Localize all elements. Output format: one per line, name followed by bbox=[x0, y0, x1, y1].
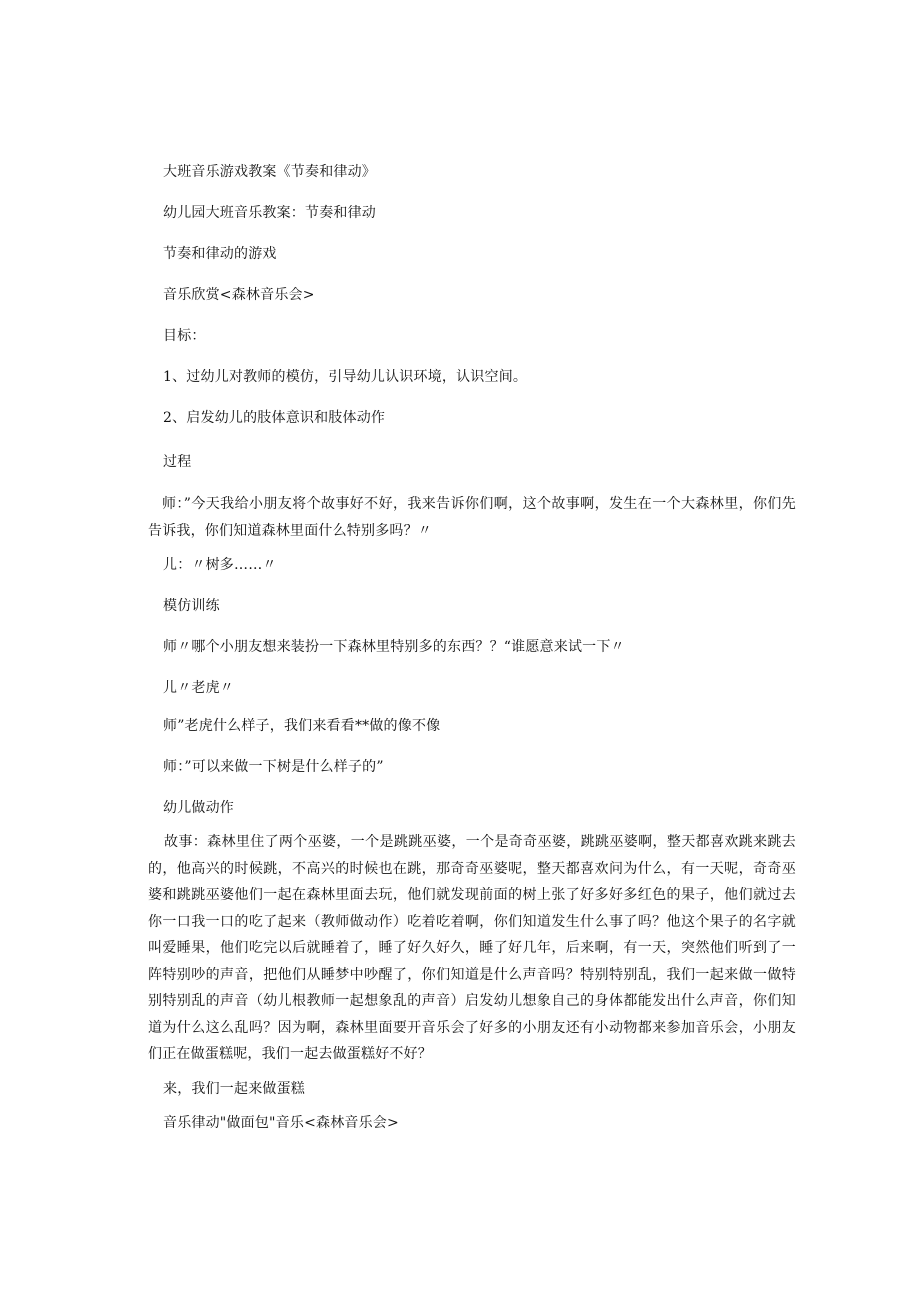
text-line: 来，我们一起来做蛋糕 bbox=[163, 1081, 305, 1097]
text-line: 音乐欣赏<森林音乐会> bbox=[163, 287, 315, 303]
text-line: 音乐律动"做面包"音乐<森林音乐会> bbox=[163, 1115, 399, 1131]
dialog-line: 儿〃老虎〃 bbox=[163, 680, 234, 696]
section-heading-goals: 目标： bbox=[163, 328, 206, 344]
dialog-line: 儿：〃树多……〃 bbox=[163, 557, 277, 573]
text-line: 节奏和律动的游戏 bbox=[163, 246, 277, 262]
story-paragraph: 故事：森林里住了两个巫婆，一个是跳跳巫婆，一个是奇奇巫婆，跳跳巫婆啊，整天都喜欢跳来跳去的，他高兴的时候跳，不高兴的时候也在跳，那奇奇巫婆呢，整天都喜欢问为什么，有一天呢，奇奇巫婆和跳跳巫婆他们一起在森林里面去玩，他们就发现前面的树上张了好多好多红色的果子，他们就过去你一口我一口的吃了起来（教师做动作）吃着吃着啊，你们知道发生什么事了吗？他这个果子的名字就叫爱睡果，他们吃完以后就睡着了，睡了好久好久，睡了好几年，后来啊，有一天，突然他们听到了一阵特别吵的声音，把他们从睡梦中吵醒了，你们知道是什么声音吗？特别特别乱，我们一起来做一做特别特别乱的声音（幼儿根教师一起想象乱的声音）启发幼儿想象自己的身体都能发出什么声音，你们知道为什么这么乱吗？因为啊，森林里面要开音乐会了好多的小朋友还有小动物都来参加音乐会，小朋友们正在做蛋糕呢，我们一起去做蛋糕好不好？ bbox=[148, 834, 796, 1062]
dialog-line: 师〃哪个小朋友想来装扮一下森林里特别多的东西？？“谁愿意来试一下〃 bbox=[163, 639, 625, 655]
dialog-line: 师”老虎什么样子，我们来看看**做的像不像 bbox=[163, 718, 441, 734]
dialog-line: 师：”可以来做一下树是什么样子的” bbox=[163, 759, 384, 775]
text-line: 幼儿做动作 bbox=[163, 800, 234, 816]
section-heading-imitation: 模仿训练 bbox=[163, 598, 220, 614]
document-subtitle: 幼儿园大班音乐教案：节奏和律动 bbox=[163, 205, 376, 221]
goal-item: 1、过幼儿对教师的模仿，引导幼儿认识环境，认识空间。 bbox=[163, 369, 528, 385]
section-heading-process: 过程 bbox=[163, 454, 192, 470]
document-title: 大班音乐游戏教案《节奏和律动》 bbox=[163, 164, 376, 180]
teacher-intro-paragraph: 师：”今天我给小朋友将个故事好不好，我来告诉你们啊，这个故事啊，发生在一个大森林里，你们先告诉我，你们知道森林里面什么特别多吗？〃 bbox=[148, 496, 796, 539]
goal-item: 2、启发幼儿的肢体意识和肢体动作 bbox=[163, 410, 386, 426]
